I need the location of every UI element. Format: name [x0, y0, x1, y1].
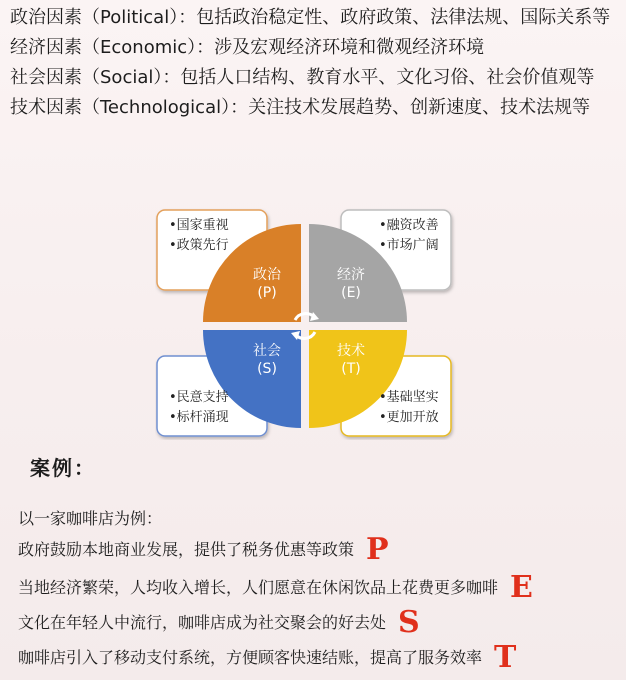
political-item-1: •国家重视: [169, 218, 229, 233]
factor-political: 政治因素（Political）：包括政治稳定性、政府政策、法律法规、国际关系等: [10, 7, 611, 28]
example-letter-political: P: [366, 532, 389, 567]
social-name: 社会: [253, 343, 281, 359]
factor-list: [10, 6, 616, 126]
example-row-technological: [18, 640, 516, 676]
technological-item-1: •基础坚实: [379, 390, 439, 405]
economic-code: (E): [341, 285, 361, 301]
factor-social: 社会因素（Social）：包括人口结构、教育水平、文化习俗、社会价值观等: [10, 67, 595, 88]
example-text-economic: 当地经济繁荣，人均收入增长，人们愿意在休闲饮品上花费更多咖啡: [18, 578, 499, 597]
political-code: (P): [257, 285, 277, 301]
political-name: 政治: [253, 267, 281, 283]
quadrant-technological-label: [321, 342, 381, 378]
case-heading: 案例：: [30, 456, 96, 480]
example-text-social: 文化在年轻人中流行，咖啡店成为社交聚会的好去处: [18, 613, 387, 632]
box-economic-text: [379, 216, 439, 256]
case-intro: 以一家咖啡店为例：: [18, 509, 163, 528]
social-item-1: •民意支持: [169, 390, 229, 405]
social-code: (S): [257, 361, 277, 377]
example-letter-economic: E: [510, 570, 533, 605]
quadrant-economic-label: [321, 266, 381, 302]
box-political-text: [169, 216, 229, 256]
pest-diagram: [155, 208, 465, 440]
economic-item-1: •融资改善: [379, 218, 439, 233]
technological-item-2: •更加开放: [379, 410, 439, 425]
quadrant-political-label: [237, 266, 297, 302]
economic-name: 经济: [337, 267, 365, 283]
social-item-2: •标杆涌现: [169, 410, 229, 425]
box-technological-text: [379, 388, 439, 428]
example-letter-social: S: [398, 605, 420, 640]
example-letter-technological: T: [494, 640, 517, 675]
box-social-text: [169, 388, 229, 428]
example-text-political: 政府鼓励本地商业发展，提供了税务优惠等政策: [18, 540, 355, 559]
example-row-social: [18, 605, 420, 641]
technological-code: (T): [341, 361, 361, 377]
factor-technological: 技术因素（Technological）：关注技术发展趋势、创新速度、技术法规等: [10, 97, 591, 118]
example-row-political: [18, 532, 389, 568]
quadrant-social-label: [237, 342, 297, 378]
example-text-technological: 咖啡店引入了移动支付系统，方便顾客快速结账，提高了服务效率: [18, 648, 483, 667]
example-row-economic: [18, 570, 533, 606]
economic-item-2: •市场广阔: [379, 238, 439, 253]
political-item-2: •政策先行: [169, 238, 229, 253]
technological-name: 技术: [337, 343, 365, 359]
factor-economic: 经济因素（Economic）：涉及宏观经济环境和微观经济环境: [10, 37, 485, 58]
